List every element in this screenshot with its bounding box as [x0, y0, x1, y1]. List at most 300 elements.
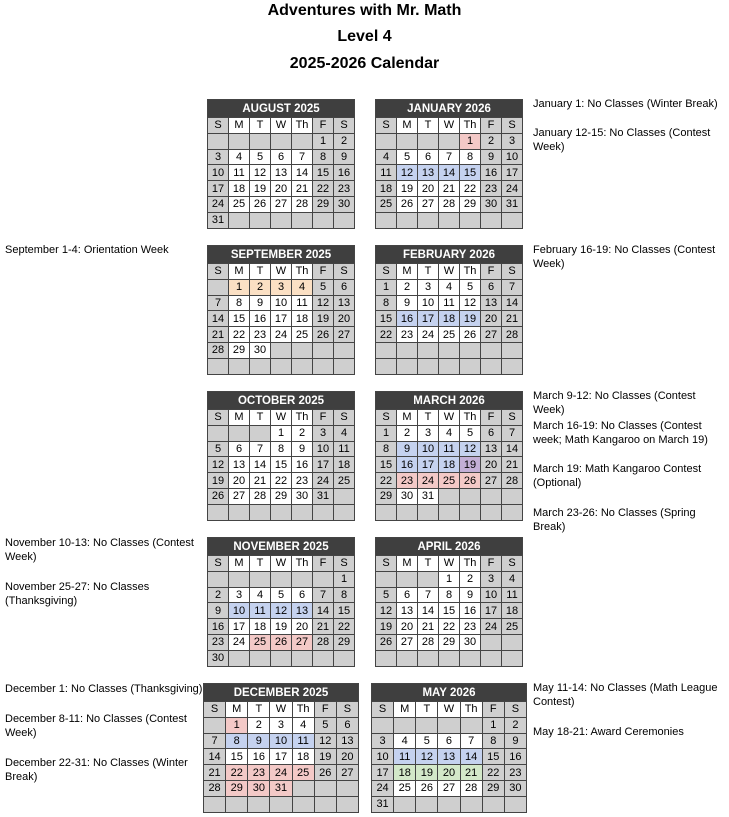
empty-day-cell: [334, 342, 355, 358]
empty-day-cell: [250, 212, 271, 228]
empty-day-cell: [397, 212, 418, 228]
empty-day-cell: [481, 212, 502, 228]
weekday-header: W: [271, 264, 292, 280]
day-cell: 5: [376, 587, 397, 603]
day-cell: 23: [397, 327, 418, 343]
day-cell: 21: [418, 619, 439, 635]
day-cell: 2: [208, 587, 229, 603]
empty-day-cell: [229, 212, 250, 228]
weekday-header: Th: [292, 410, 313, 426]
day-cell: 5: [271, 587, 292, 603]
weekday-header: S: [208, 410, 229, 426]
day-cell: 15: [439, 603, 460, 619]
day-cell: 23: [397, 473, 418, 489]
day-cell: 18: [439, 457, 460, 473]
day-cell: 24: [313, 473, 334, 489]
note-mar-contest-1: March 9-12: No Classes (Contest Week): [533, 390, 696, 416]
empty-day-cell: [313, 504, 334, 520]
day-cell: 24: [229, 634, 250, 650]
day-cell: 5: [250, 149, 271, 165]
day-cell: 25: [394, 780, 416, 796]
note-mar-spring: March 23-26: No Classes (Spring Break): [533, 507, 696, 533]
weekday-header: M: [397, 556, 418, 572]
empty-day-cell: [418, 212, 439, 228]
empty-day-cell: [397, 358, 418, 374]
weekday-header: S: [502, 556, 523, 572]
day-cell: 27: [481, 473, 502, 489]
day-cell: 27: [438, 780, 460, 796]
month-title: SEPTEMBER 2025: [208, 246, 355, 264]
day-cell: 4: [334, 425, 355, 441]
weekday-header: T: [418, 410, 439, 426]
day-cell: 15: [334, 603, 355, 619]
day-cell: 6: [292, 587, 313, 603]
day-cell: 30: [481, 196, 502, 212]
empty-day-cell: [250, 425, 271, 441]
weekday-header: F: [313, 264, 334, 280]
empty-day-cell: [204, 796, 226, 812]
month-title: AUGUST 2025: [208, 100, 355, 118]
day-cell: 20: [397, 619, 418, 635]
empty-day-cell: [439, 212, 460, 228]
day-cell: 4: [292, 279, 313, 295]
day-cell: 28: [460, 780, 482, 796]
day-cell: 7: [292, 149, 313, 165]
day-cell: 13: [271, 165, 292, 181]
day-cell: 9: [208, 603, 229, 619]
day-cell: 19: [208, 473, 229, 489]
day-cell: 20: [438, 765, 460, 781]
empty-day-cell: [313, 571, 334, 587]
day-cell: 18: [292, 749, 314, 765]
day-cell: 4: [502, 571, 523, 587]
empty-day-cell: [248, 796, 270, 812]
day-cell: 3: [418, 425, 439, 441]
day-cell: 2: [460, 571, 481, 587]
empty-day-cell: [271, 358, 292, 374]
day-cell: 7: [418, 587, 439, 603]
month-title: MARCH 2026: [376, 392, 523, 410]
day-cell: 12: [460, 441, 481, 457]
empty-day-cell: [460, 488, 481, 504]
day-cell: 3: [270, 717, 292, 733]
day-cell: 24: [481, 619, 502, 635]
day-cell: 6: [397, 587, 418, 603]
day-cell: 17: [372, 765, 394, 781]
day-cell: 1: [226, 717, 248, 733]
empty-day-cell: [376, 650, 397, 666]
weekday-header: S: [376, 118, 397, 134]
day-cell: 7: [439, 149, 460, 165]
day-cell: 15: [229, 311, 250, 327]
weekday-header: F: [313, 556, 334, 572]
weekday-header: F: [481, 410, 502, 426]
day-cell: 2: [292, 425, 313, 441]
calendar-may-2026: [371, 683, 527, 813]
day-cell: 5: [314, 717, 336, 733]
day-cell: 15: [313, 165, 334, 181]
empty-day-cell: [334, 358, 355, 374]
day-cell: 20: [271, 181, 292, 197]
weekday-header: W: [271, 410, 292, 426]
empty-day-cell: [397, 504, 418, 520]
weekday-header: F: [481, 264, 502, 280]
day-cell: 24: [270, 765, 292, 781]
day-cell: 29: [226, 780, 248, 796]
weekday-header: W: [439, 118, 460, 134]
page-subtitle-level: Level 4: [337, 28, 392, 45]
day-cell: 20: [334, 311, 355, 327]
empty-day-cell: [416, 796, 438, 812]
calendar-november-2025: [207, 537, 355, 667]
day-cell: 26: [460, 327, 481, 343]
empty-day-cell: [481, 342, 502, 358]
empty-day-cell: [292, 571, 313, 587]
day-cell: 2: [334, 133, 355, 149]
empty-day-cell: [226, 796, 248, 812]
day-cell: 6: [418, 149, 439, 165]
weekday-header: T: [248, 702, 270, 718]
empty-day-cell: [502, 650, 523, 666]
weekday-header: F: [313, 410, 334, 426]
empty-day-cell: [376, 504, 397, 520]
empty-day-cell: [292, 780, 314, 796]
empty-day-cell: [397, 133, 418, 149]
empty-day-cell: [250, 133, 271, 149]
day-cell: 1: [271, 425, 292, 441]
day-cell: 10: [502, 149, 523, 165]
empty-day-cell: [372, 717, 394, 733]
day-cell: 7: [502, 279, 523, 295]
note-sep-orientation: September 1-4: Orientation Week: [5, 244, 169, 256]
weekday-header: S: [334, 556, 355, 572]
day-cell: 18: [394, 765, 416, 781]
empty-day-cell: [208, 279, 229, 295]
empty-day-cell: [334, 504, 355, 520]
empty-day-cell: [460, 504, 481, 520]
day-cell: 17: [418, 311, 439, 327]
day-cell: 5: [397, 149, 418, 165]
day-cell: 26: [376, 634, 397, 650]
day-cell: 3: [313, 425, 334, 441]
day-cell: 29: [334, 634, 355, 650]
day-cell: 12: [271, 603, 292, 619]
day-cell: 22: [229, 327, 250, 343]
day-cell: 27: [271, 196, 292, 212]
day-cell: 12: [208, 457, 229, 473]
day-cell: 15: [376, 311, 397, 327]
day-cell: 13: [397, 603, 418, 619]
weekday-header: S: [208, 264, 229, 280]
day-cell: 31: [313, 488, 334, 504]
day-cell: 5: [208, 441, 229, 457]
day-cell: 1: [334, 571, 355, 587]
day-cell: 23: [460, 619, 481, 635]
day-cell: 31: [270, 780, 292, 796]
month-title: JANUARY 2026: [376, 100, 523, 118]
day-cell: 8: [439, 587, 460, 603]
day-cell: 5: [313, 279, 334, 295]
day-cell: 29: [376, 488, 397, 504]
day-cell: 8: [313, 149, 334, 165]
month-title: APRIL 2026: [376, 538, 523, 556]
note-may-league: May 11-14: No Classes (Math League Contest): [533, 682, 718, 708]
empty-day-cell: [313, 650, 334, 666]
empty-day-cell: [250, 504, 271, 520]
day-cell: 14: [439, 165, 460, 181]
day-cell: 9: [504, 733, 526, 749]
day-cell: 8: [334, 587, 355, 603]
weekday-header: F: [313, 118, 334, 134]
weekday-header: W: [271, 118, 292, 134]
empty-day-cell: [271, 133, 292, 149]
day-cell: 20: [481, 457, 502, 473]
day-cell: 19: [313, 311, 334, 327]
day-cell: 14: [460, 749, 482, 765]
day-cell: 8: [376, 295, 397, 311]
empty-day-cell: [460, 717, 482, 733]
day-cell: 23: [208, 634, 229, 650]
empty-day-cell: [397, 571, 418, 587]
day-cell: 19: [314, 749, 336, 765]
day-cell: 21: [439, 181, 460, 197]
note-mar-contest-2: March 16-19: No Classes (Contest week; Math Kangaroo on March 19): [533, 420, 708, 446]
day-cell: 11: [502, 587, 523, 603]
empty-day-cell: [334, 212, 355, 228]
day-cell: 3: [418, 279, 439, 295]
day-cell: 2: [504, 717, 526, 733]
day-cell: 10: [481, 587, 502, 603]
empty-day-cell: [271, 650, 292, 666]
day-cell: 30: [504, 780, 526, 796]
day-cell: 2: [397, 425, 418, 441]
day-cell: 3: [208, 149, 229, 165]
weekday-header: S: [504, 702, 526, 718]
empty-day-cell: [229, 571, 250, 587]
day-cell: 30: [208, 650, 229, 666]
day-cell: 25: [502, 619, 523, 635]
day-cell: 30: [292, 488, 313, 504]
day-cell: 19: [397, 181, 418, 197]
day-cell: 28: [439, 196, 460, 212]
calendar-december-2025: [203, 683, 359, 813]
day-cell: 26: [397, 196, 418, 212]
day-cell: 30: [334, 196, 355, 212]
weekday-header: S: [208, 556, 229, 572]
day-cell: 24: [372, 780, 394, 796]
day-cell: 28: [502, 327, 523, 343]
weekday-header: M: [226, 702, 248, 718]
day-cell: 28: [204, 780, 226, 796]
weekday-header: T: [250, 264, 271, 280]
weekday-header: M: [397, 118, 418, 134]
weekday-header: T: [418, 264, 439, 280]
empty-day-cell: [502, 504, 523, 520]
empty-day-cell: [208, 133, 229, 149]
calendar-october-2025: [207, 391, 355, 521]
day-cell: 23: [292, 473, 313, 489]
day-cell: 15: [271, 457, 292, 473]
day-cell: 13: [334, 295, 355, 311]
empty-day-cell: [460, 342, 481, 358]
day-cell: 13: [229, 457, 250, 473]
day-cell: 21: [502, 311, 523, 327]
day-cell: 27: [481, 327, 502, 343]
empty-day-cell: [229, 425, 250, 441]
day-cell: 26: [460, 473, 481, 489]
day-cell: 16: [481, 165, 502, 181]
empty-day-cell: [336, 780, 358, 796]
day-cell: 23: [481, 181, 502, 197]
day-cell: 19: [376, 619, 397, 635]
day-cell: 28: [208, 342, 229, 358]
empty-day-cell: [482, 796, 504, 812]
day-cell: 9: [460, 587, 481, 603]
day-cell: 25: [334, 473, 355, 489]
weekday-header: T: [416, 702, 438, 718]
day-cell: 1: [376, 425, 397, 441]
day-cell: 1: [482, 717, 504, 733]
day-cell: 9: [397, 295, 418, 311]
note-jan-contest: January 12-15: No Classes (Contest Week): [533, 127, 711, 153]
day-cell: 3: [271, 279, 292, 295]
note-dec-contest: December 8-11: No Classes (Contest Week): [5, 713, 187, 739]
empty-day-cell: [439, 358, 460, 374]
weekday-header: S: [334, 118, 355, 134]
empty-day-cell: [418, 650, 439, 666]
day-cell: 26: [313, 327, 334, 343]
empty-day-cell: [204, 717, 226, 733]
month-title: OCTOBER 2025: [208, 392, 355, 410]
day-cell: 24: [418, 327, 439, 343]
empty-day-cell: [502, 342, 523, 358]
day-cell: 1: [376, 279, 397, 295]
weekday-header: W: [439, 410, 460, 426]
day-cell: 16: [504, 749, 526, 765]
empty-day-cell: [481, 504, 502, 520]
day-cell: 27: [397, 634, 418, 650]
empty-day-cell: [481, 650, 502, 666]
weekday-header: W: [439, 556, 460, 572]
day-cell: 18: [292, 311, 313, 327]
day-cell: 8: [229, 295, 250, 311]
weekday-header: S: [208, 118, 229, 134]
empty-day-cell: [397, 342, 418, 358]
day-cell: 6: [481, 279, 502, 295]
weekday-header: F: [481, 556, 502, 572]
day-cell: 14: [208, 311, 229, 327]
empty-day-cell: [208, 571, 229, 587]
empty-day-cell: [271, 504, 292, 520]
empty-day-cell: [439, 342, 460, 358]
calendar-january-2026: [375, 99, 523, 229]
day-cell: 10: [418, 441, 439, 457]
day-cell: 7: [250, 441, 271, 457]
day-cell: 27: [292, 634, 313, 650]
weekday-header: W: [270, 702, 292, 718]
note-dec-winter: December 22-31: No Classes (Winter Break): [5, 757, 188, 783]
empty-day-cell: [397, 650, 418, 666]
day-cell: 11: [292, 295, 313, 311]
day-cell: 12: [376, 603, 397, 619]
empty-day-cell: [481, 488, 502, 504]
day-cell: 10: [208, 165, 229, 181]
day-cell: 12: [397, 165, 418, 181]
weekday-header: F: [482, 702, 504, 718]
empty-day-cell: [438, 796, 460, 812]
calendar-march-2026: [375, 391, 523, 521]
day-cell: 18: [502, 603, 523, 619]
day-cell: 31: [418, 488, 439, 504]
day-cell: 22: [313, 181, 334, 197]
day-cell: 22: [376, 327, 397, 343]
weekday-header: M: [229, 410, 250, 426]
weekday-header: Th: [292, 264, 313, 280]
empty-day-cell: [504, 796, 526, 812]
day-cell: 16: [208, 619, 229, 635]
empty-day-cell: [439, 504, 460, 520]
weekday-header: S: [502, 264, 523, 280]
day-cell: 22: [376, 473, 397, 489]
day-cell: 9: [481, 149, 502, 165]
day-cell: 14: [418, 603, 439, 619]
day-cell: 8: [271, 441, 292, 457]
day-cell: 10: [418, 295, 439, 311]
weekday-header: T: [250, 118, 271, 134]
month-title: FEBRUARY 2026: [376, 246, 523, 264]
weekday-header: M: [229, 556, 250, 572]
day-cell: 6: [334, 279, 355, 295]
day-cell: 6: [481, 425, 502, 441]
weekday-header: S: [334, 410, 355, 426]
day-cell: 29: [460, 196, 481, 212]
day-cell: 15: [482, 749, 504, 765]
weekday-header: W: [439, 264, 460, 280]
day-cell: 30: [248, 780, 270, 796]
day-cell: 15: [460, 165, 481, 181]
empty-day-cell: [502, 212, 523, 228]
weekday-header: S: [376, 410, 397, 426]
day-cell: 16: [460, 603, 481, 619]
day-cell: 31: [502, 196, 523, 212]
day-cell: 21: [204, 765, 226, 781]
empty-day-cell: [376, 358, 397, 374]
day-cell: 17: [313, 457, 334, 473]
empty-day-cell: [314, 796, 336, 812]
day-cell: 10: [271, 295, 292, 311]
day-cell: 16: [397, 311, 418, 327]
weekday-header: M: [394, 702, 416, 718]
day-cell: 13: [481, 295, 502, 311]
weekday-header: Th: [292, 702, 314, 718]
empty-day-cell: [250, 358, 271, 374]
empty-day-cell: [502, 358, 523, 374]
empty-day-cell: [229, 133, 250, 149]
empty-day-cell: [418, 358, 439, 374]
empty-day-cell: [229, 504, 250, 520]
day-cell: 6: [336, 717, 358, 733]
day-cell: 26: [208, 488, 229, 504]
empty-day-cell: [439, 650, 460, 666]
note-nov-thanksgiving: November 25-27: No Classes (Thanksgiving): [5, 581, 150, 607]
day-cell: 1: [229, 279, 250, 295]
day-cell: 22: [334, 619, 355, 635]
day-cell: 29: [271, 488, 292, 504]
page-title: Adventures with Mr. Math: [267, 2, 462, 19]
empty-day-cell: [460, 650, 481, 666]
day-cell: 20: [229, 473, 250, 489]
day-cell: 18: [250, 619, 271, 635]
